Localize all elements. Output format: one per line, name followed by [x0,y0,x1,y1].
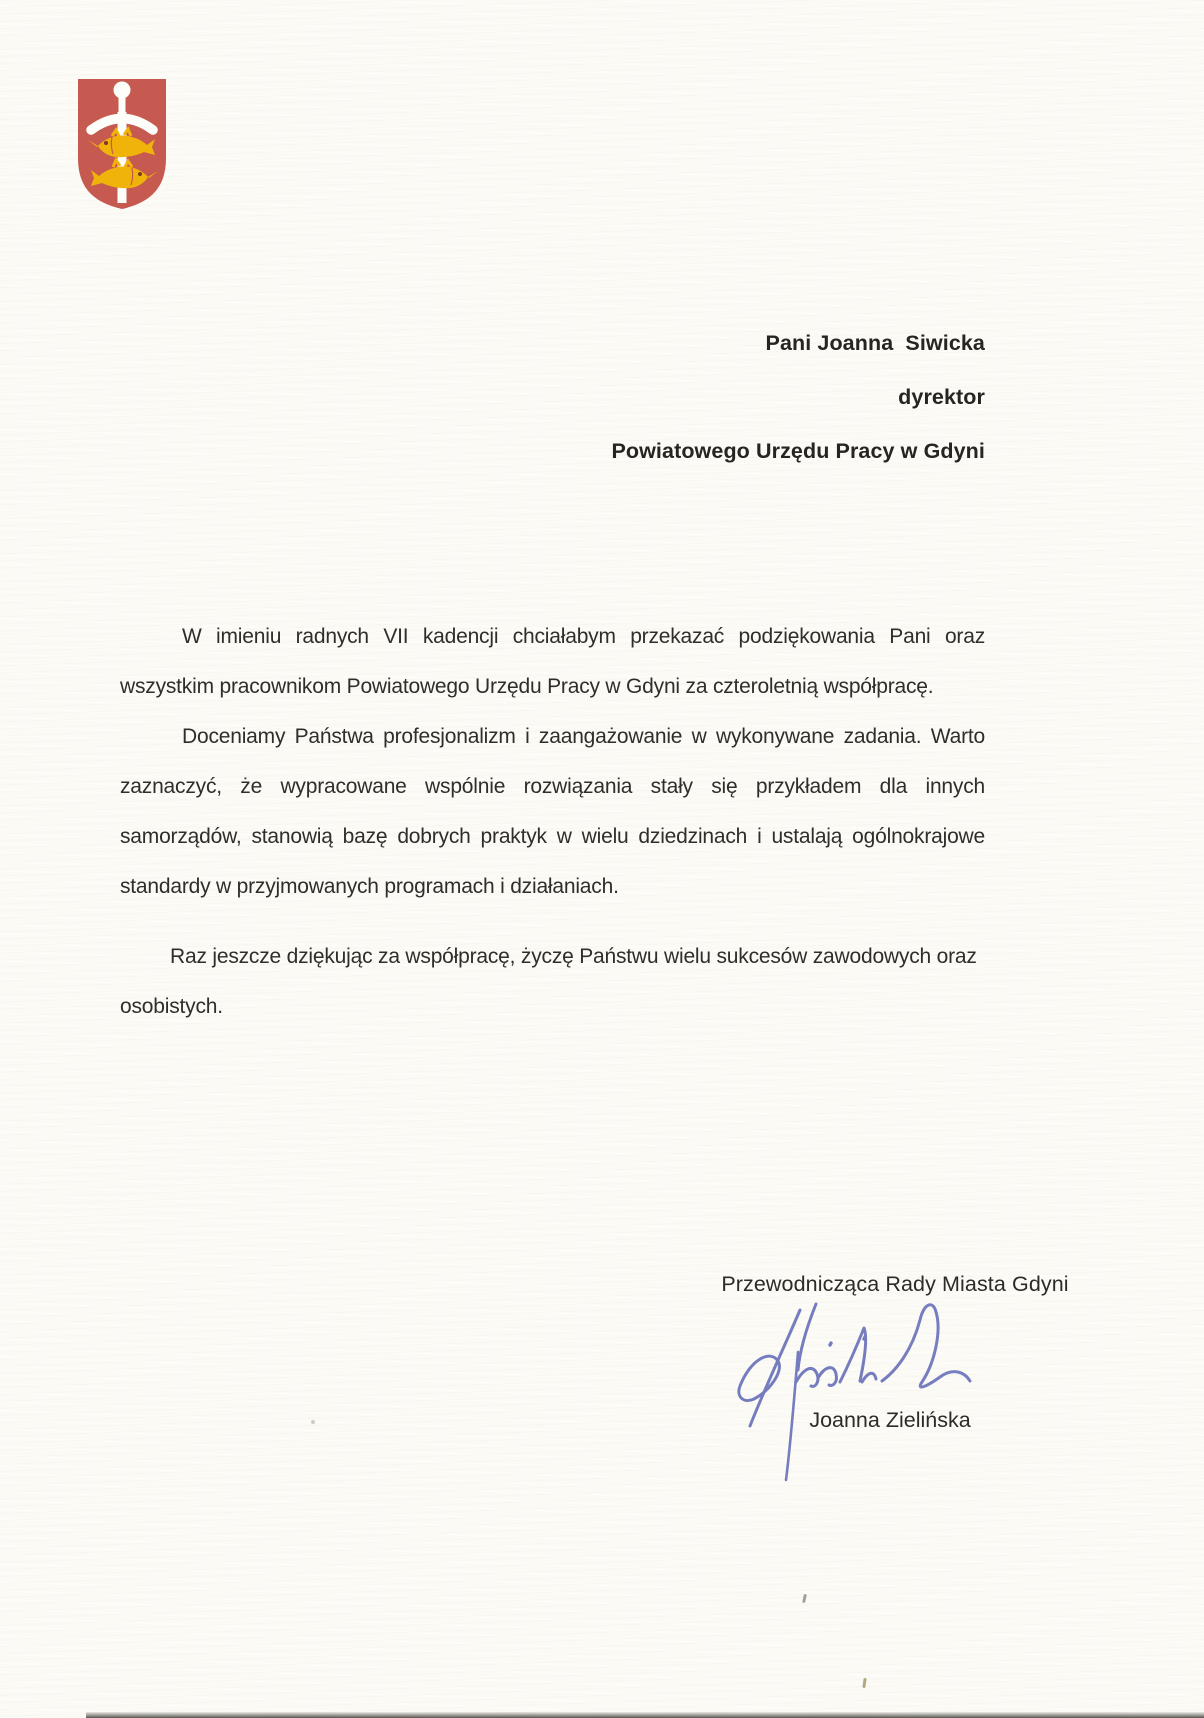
signer-name: Joanna Zielińska [809,1408,971,1432]
paragraph-1 [120,612,985,712]
body-line: Raz jeszcze dziękując za współpracę, życzę Państwu wielu sukcesów zawodowych oraz [170,945,977,968]
body-line: osobistych. [120,995,223,1018]
scan-speck [862,1678,866,1688]
body-line: Doceniamy Państwa profesjonalizm i zaangażowanie w wykonywane zadania. Warto [182,725,985,748]
recipient-block [465,316,985,478]
body-line: W imieniu radnych VII kadencji chciałabym przekazać podziękowania Pani oraz [182,625,985,648]
signer-title: Przewodnicząca Rady Miasta Gdyni [721,1272,1069,1296]
letter-body [120,612,985,1032]
scan-bottom-edge [86,1712,1204,1718]
scan-speck [311,1420,315,1424]
recipient-name: Pani Joanna Siwicka [765,331,985,355]
recipient-organization: Powiatowego Urzędu Pracy w Gdyni [611,439,985,463]
gdynia-coat-of-arms-icon [72,76,172,212]
body-line: wszystkim pracownikom Powiatowego Urzędu Pracy w Gdyni za czteroletnią współpracę. [120,675,934,698]
sword-pommel [114,82,131,99]
scan-speck [802,1594,807,1603]
body-line: zaznaczyć, że wypracowane wspólnie rozwiązania stały się przykładem dla innych [120,775,985,798]
paragraph-2 [120,712,985,912]
body-line: samorządów, stanowią bazę dobrych praktyk w wielu dziedzinach i ustalają ogólnokrajowe [120,825,985,848]
body-line: standardy w przyjmowanych programach i działaniach. [120,875,619,898]
paragraph-3 [120,932,985,1032]
sword-blade [118,112,127,203]
recipient-title: dyrektor [898,385,985,409]
handwritten-signature [712,1290,1012,1485]
